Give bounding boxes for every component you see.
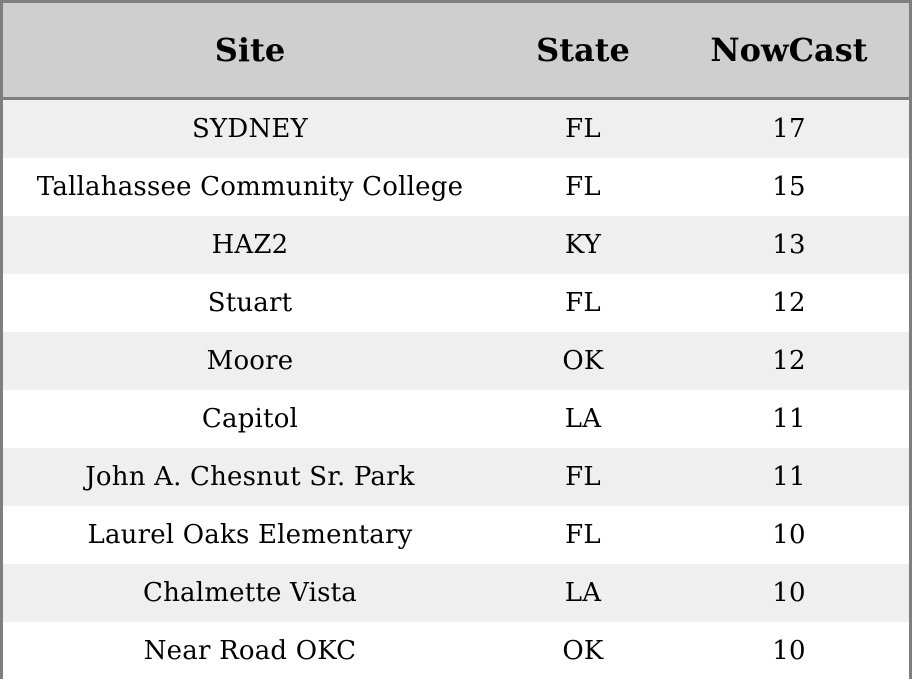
site-cell: Tallahassee Community College xyxy=(36,172,464,202)
nowcast-cell: 13 xyxy=(772,230,806,260)
state-cell: LA xyxy=(564,578,602,608)
table-row xyxy=(3,448,909,506)
table-row xyxy=(3,332,909,390)
site-cell: Chalmette Vista xyxy=(143,578,357,608)
state-cell: KY xyxy=(564,230,602,260)
site-cell: SYDNEY xyxy=(192,114,308,144)
table-row xyxy=(3,274,909,332)
state-cell: FL xyxy=(565,172,601,202)
nowcast-cell: 12 xyxy=(772,346,806,376)
site-cell: Laurel Oaks Elementary xyxy=(87,520,413,550)
column-header-state: State xyxy=(536,31,630,69)
nowcast-cell: 10 xyxy=(772,636,806,666)
table-header xyxy=(3,3,909,100)
state-cell: FL xyxy=(565,114,601,144)
column-header-site: Site xyxy=(214,31,286,69)
table-row xyxy=(3,622,909,680)
state-cell: OK xyxy=(562,346,604,376)
site-cell: Moore xyxy=(206,346,294,376)
nowcast-cell: 12 xyxy=(772,288,806,318)
state-cell: LA xyxy=(564,404,602,434)
column-header-nowcast: NowCast xyxy=(710,31,868,69)
nowcast-cell: 11 xyxy=(772,462,806,492)
nowcast-cell: 10 xyxy=(772,578,806,608)
state-cell: OK xyxy=(562,636,604,666)
table-row xyxy=(3,564,909,622)
nowcast-cell: 10 xyxy=(772,520,806,550)
table-row xyxy=(3,158,909,216)
nowcast-cell: 15 xyxy=(772,172,806,202)
state-cell: FL xyxy=(565,462,601,492)
nowcast-cell: 17 xyxy=(772,114,806,144)
state-cell: FL xyxy=(565,288,601,318)
nowcast-cell: 11 xyxy=(772,404,806,434)
site-cell: John A. Chesnut Sr. Park xyxy=(85,462,415,492)
table-row xyxy=(3,216,909,274)
site-cell: HAZ2 xyxy=(211,230,289,260)
site-cell: Capitol xyxy=(201,404,299,434)
state-cell: FL xyxy=(565,520,601,550)
table-body xyxy=(3,100,909,680)
table-row xyxy=(3,390,909,448)
site-cell: Near Road OKC xyxy=(143,636,357,666)
site-cell: Stuart xyxy=(207,288,293,318)
table-row xyxy=(3,100,909,158)
table-row xyxy=(3,506,909,564)
